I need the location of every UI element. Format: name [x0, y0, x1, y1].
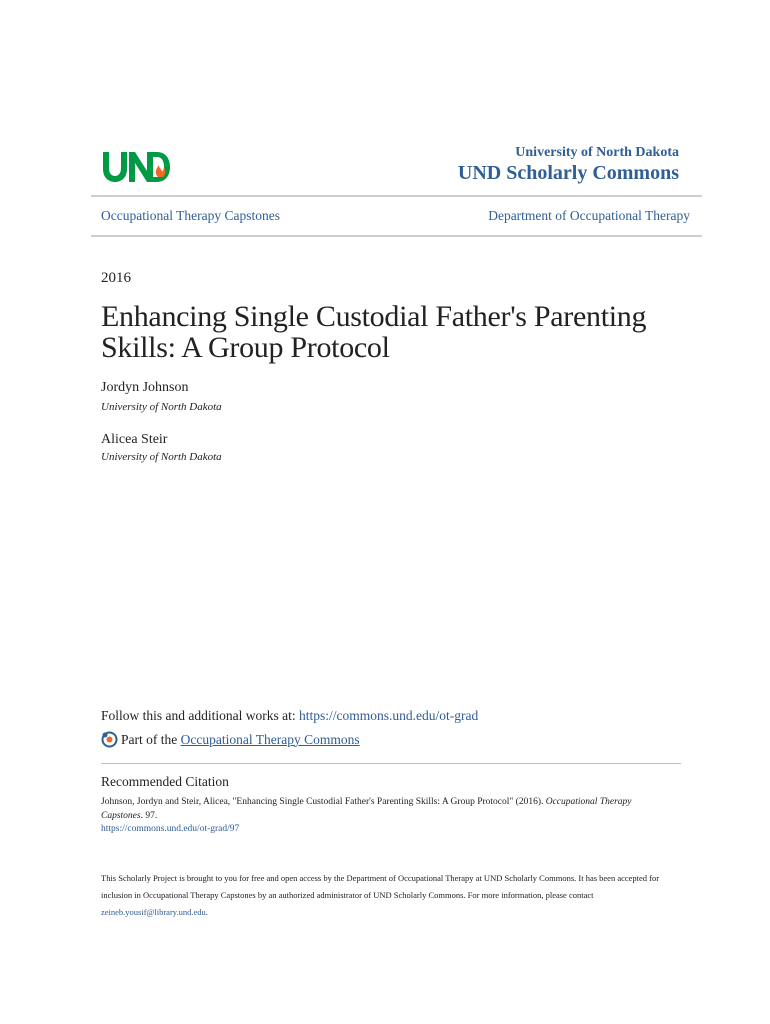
- part-of-label: Part of the: [121, 731, 178, 747]
- publication-year: 2016: [101, 270, 131, 286]
- follow-url-link[interactable]: https://commons.und.edu/ot-grad: [299, 708, 479, 723]
- university-name[interactable]: University of North Dakota: [515, 145, 679, 160]
- citation-url-link[interactable]: https://commons.und.edu/ot-grad/97: [101, 824, 240, 834]
- repository-name[interactable]: UND Scholarly Commons: [457, 162, 679, 184]
- document-title: Enhancing Single Custodial Father's Parenting Skills: A Group Protocol: [101, 300, 647, 364]
- citation-text: [101, 795, 669, 823]
- author-affiliation: University of North Dakota: [101, 451, 222, 463]
- citation-heading: Recommended Citation: [101, 774, 229, 789]
- citation-tail: . 97.: [140, 811, 158, 821]
- notice-end: .: [205, 907, 208, 917]
- und-logo: [101, 146, 171, 184]
- citation-series: Occupational Therapy Capstones: [101, 797, 632, 821]
- author-affiliation: University of North Dakota: [101, 401, 222, 413]
- citation-divider: [101, 763, 681, 764]
- part-of-line: [101, 731, 360, 748]
- access-notice: [101, 870, 676, 921]
- commons-link[interactable]: Occupational Therapy Commons: [180, 731, 360, 747]
- contact-email-link[interactable]: zeineb.yousif@library.und.edu: [101, 907, 206, 917]
- breadcrumb-divider: [91, 235, 702, 237]
- network-commons-icon: [101, 731, 118, 748]
- notice-text: This Scholarly Project is brought to you for free and open access by the Department of Occupational Therapy at UND Scholarly Commons. It has been accepted for inclusion in Occupational Therapy Capstones by an authorized administrator of UND Scholarly Commons. For more information, please contact: [101, 873, 660, 900]
- collection-link[interactable]: Occupational Therapy Capstones: [101, 208, 280, 223]
- department-link[interactable]: Department of Occupational Therapy: [488, 208, 690, 223]
- follow-line: [101, 708, 478, 724]
- author-name: Alicea Steir: [101, 432, 168, 447]
- author-name: Jordyn Johnson: [101, 380, 189, 395]
- header-divider: [91, 195, 702, 197]
- citation-plain: Johnson, Jordyn and Steir, Alicea, "Enhancing Single Custodial Father's Parenting Skills: A Group Protocol" (2016).: [101, 797, 546, 807]
- follow-label: Follow this and additional works at:: [101, 708, 299, 723]
